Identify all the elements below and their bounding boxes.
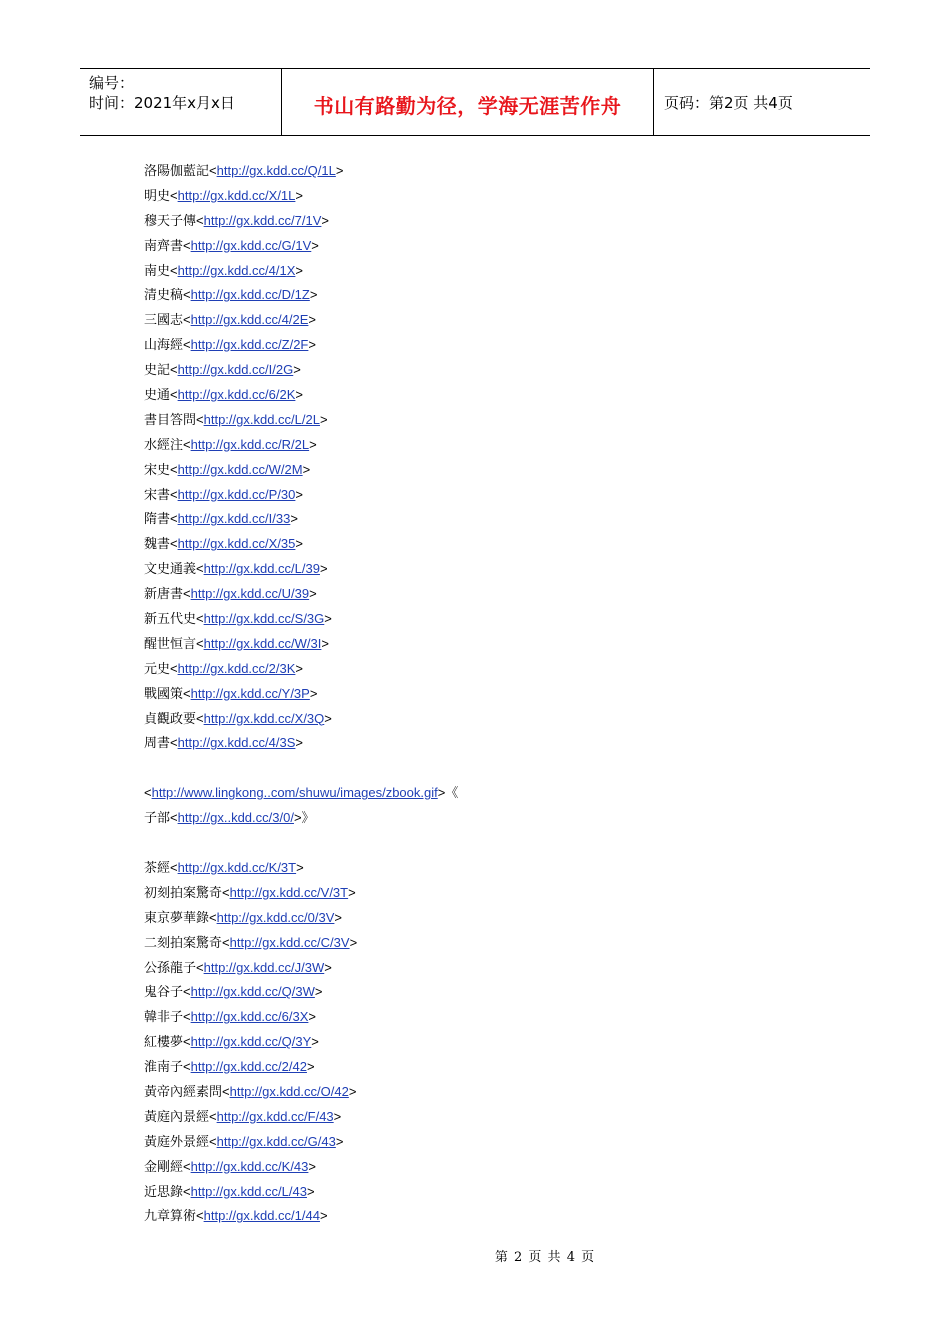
spacer bbox=[144, 831, 844, 856]
close-angle: > bbox=[335, 1133, 344, 1149]
book-link[interactable]: http://gx.kdd.cc/K/43 bbox=[190, 1158, 309, 1174]
book-link[interactable]: http://gx.kdd.cc/L/39 bbox=[203, 561, 320, 577]
book-entry bbox=[144, 408, 844, 433]
book-title: 山海經 bbox=[144, 338, 184, 354]
book-title: 茶經 bbox=[144, 860, 171, 876]
book-title: 文史通義 bbox=[144, 562, 197, 578]
book-link[interactable]: http://gx.kdd.cc/4/2E bbox=[190, 312, 309, 328]
book-link[interactable]: http://gx.kdd.cc/I/33 bbox=[177, 511, 291, 527]
open-angle: < bbox=[209, 1133, 217, 1149]
open-angle: < bbox=[183, 984, 191, 1000]
book-link[interactable]: http://gx.kdd.cc/C/3V bbox=[229, 934, 350, 950]
book-title: 南齊書 bbox=[144, 238, 184, 254]
close-angle: > bbox=[349, 934, 358, 950]
book-link[interactable]: http://gx.kdd.cc/0/3V bbox=[216, 909, 335, 925]
close-angle: > bbox=[308, 1009, 316, 1025]
book-entry bbox=[144, 1180, 844, 1205]
book-link[interactable]: http://gx.kdd.cc/F/43 bbox=[216, 1108, 334, 1124]
book-title: 宋書 bbox=[144, 487, 171, 503]
open-angle: < bbox=[170, 187, 178, 203]
book-entry bbox=[144, 433, 844, 458]
book-title: 東京夢華錄 bbox=[144, 910, 210, 926]
open-angle: < bbox=[170, 536, 178, 552]
close-angle: > bbox=[308, 337, 316, 353]
book-link[interactable]: http://gx.kdd.cc/J/3W bbox=[203, 959, 325, 975]
book-entry bbox=[144, 557, 844, 582]
close-angle: > bbox=[306, 1059, 315, 1075]
open-angle: < bbox=[196, 710, 204, 726]
book-title: 貞觀政要 bbox=[144, 711, 197, 727]
book-entry bbox=[144, 1155, 844, 1180]
book-entry bbox=[144, 283, 844, 308]
book-entry bbox=[144, 856, 844, 881]
close-angle: > bbox=[348, 884, 356, 900]
book-entry bbox=[144, 1130, 844, 1155]
book-link[interactable]: http://gx.kdd.cc/X/3Q bbox=[203, 710, 325, 726]
entry-group-zibu bbox=[144, 856, 844, 1229]
book-link[interactable]: http://gx.kdd.cc/R/2L bbox=[190, 436, 310, 452]
open-angle: < bbox=[196, 212, 204, 228]
book-entry bbox=[144, 657, 844, 682]
book-title: 史通 bbox=[144, 388, 171, 404]
open-angle: < bbox=[170, 511, 178, 527]
motto: 书山有路勤为径，学海无涯苦作舟 bbox=[313, 93, 622, 118]
book-title: 魏書 bbox=[144, 537, 171, 553]
section-link[interactable]: http://gx..kdd.cc/3/0/ bbox=[177, 810, 294, 826]
close-angle: > bbox=[348, 1083, 357, 1099]
close-angle: > bbox=[319, 561, 328, 577]
book-title: 新唐書 bbox=[144, 587, 184, 603]
open-angle: < bbox=[196, 959, 204, 975]
open-angle: < bbox=[209, 1108, 217, 1124]
book-entry bbox=[144, 458, 844, 483]
book-entry bbox=[144, 1055, 844, 1080]
open-angle: < bbox=[196, 561, 204, 577]
close-angle: > bbox=[309, 586, 317, 602]
book-title: 九章算術 bbox=[144, 1209, 197, 1225]
header-page-cell bbox=[654, 69, 870, 135]
close-angle: > bbox=[293, 810, 302, 826]
section-open-mark: 《 bbox=[445, 786, 459, 802]
header-meta-cell bbox=[80, 69, 282, 135]
book-link[interactable]: http://gx.kdd.cc/7/1V bbox=[203, 212, 322, 228]
open-angle: < bbox=[209, 163, 217, 178]
open-angle: < bbox=[170, 486, 178, 502]
book-title: 鬼谷子 bbox=[144, 985, 184, 1001]
open-angle: < bbox=[209, 909, 217, 925]
close-angle: > bbox=[334, 909, 342, 925]
page-footer bbox=[0, 1246, 950, 1265]
close-angle: > bbox=[314, 984, 323, 1000]
book-entry bbox=[144, 682, 844, 707]
book-entry bbox=[144, 956, 844, 981]
entry-list bbox=[144, 159, 844, 1229]
book-entry bbox=[144, 507, 844, 532]
book-title: 黃庭外景經 bbox=[144, 1134, 210, 1150]
close-angle: > bbox=[308, 1158, 316, 1174]
open-angle: < bbox=[183, 287, 191, 303]
open-angle: < bbox=[196, 411, 204, 427]
book-title: 淮南子 bbox=[144, 1060, 184, 1076]
book-title: 初刻拍案驚奇 bbox=[144, 885, 223, 901]
book-entry bbox=[144, 582, 844, 607]
book-entry bbox=[144, 607, 844, 632]
book-entry bbox=[144, 1005, 844, 1030]
close-angle: > bbox=[295, 536, 303, 552]
close-angle: > bbox=[295, 387, 303, 403]
open-angle: < bbox=[183, 436, 191, 452]
book-link[interactable]: http://gx.kdd.cc/L/2L bbox=[203, 411, 320, 427]
book-title: 二刻拍案驚奇 bbox=[144, 935, 223, 951]
book-link[interactable]: http://gx.kdd.cc/W/2M bbox=[177, 461, 303, 477]
book-link[interactable]: http://gx.kdd.cc/4/1X bbox=[177, 262, 296, 278]
book-title: 清史稿 bbox=[144, 288, 184, 304]
date-label: 时间：2021年x月x日 bbox=[89, 94, 235, 112]
section-heading-row bbox=[144, 781, 844, 806]
close-angle: > bbox=[324, 611, 332, 627]
open-angle: < bbox=[183, 586, 191, 602]
book-link[interactable]: http://gx.kdd.cc/1/44 bbox=[203, 1208, 320, 1224]
book-title: 元史 bbox=[144, 661, 171, 677]
book-title: 明史 bbox=[144, 188, 171, 204]
book-title: 史記 bbox=[144, 363, 171, 379]
book-title: 三國志 bbox=[144, 313, 184, 329]
book-entry bbox=[144, 184, 844, 209]
book-title: 近思錄 bbox=[144, 1184, 184, 1200]
open-angle: < bbox=[170, 262, 178, 278]
book-link[interactable]: http://gx.kdd.cc/6/3X bbox=[190, 1009, 309, 1025]
book-entry bbox=[144, 707, 844, 732]
close-angle: > bbox=[319, 411, 328, 427]
book-entry bbox=[144, 931, 844, 956]
book-link[interactable]: http://gx.kdd.cc/X/35 bbox=[177, 536, 296, 552]
book-title: 金剛經 bbox=[144, 1159, 184, 1175]
close-angle: > bbox=[321, 212, 329, 228]
book-link[interactable]: http://gx.kdd.cc/W/3I bbox=[203, 635, 322, 651]
close-angle: > bbox=[308, 312, 316, 328]
page-label: 页码：第2页 共4页 bbox=[664, 93, 793, 112]
book-title: 戰國策 bbox=[144, 686, 184, 702]
close-angle: > bbox=[324, 710, 332, 726]
book-title: 穆天子傳 bbox=[144, 213, 197, 229]
book-link[interactable]: http://gx.kdd.cc/V/3T bbox=[229, 884, 349, 900]
book-title: 洛陽伽藍記 bbox=[144, 164, 210, 179]
close-angle: > bbox=[295, 187, 303, 203]
open-angle: < bbox=[183, 685, 191, 701]
open-angle: < bbox=[170, 859, 178, 875]
book-link[interactable]: http://gx.kdd.cc/O/42 bbox=[229, 1083, 349, 1099]
book-title: 黃帝內經素問 bbox=[144, 1084, 223, 1100]
book-title: 醒世恒言 bbox=[144, 636, 197, 652]
book-title: 隋書 bbox=[144, 512, 171, 528]
section-close-mark: 》 bbox=[301, 811, 315, 827]
book-title: 新五代史 bbox=[144, 612, 197, 628]
close-angle: > bbox=[324, 959, 332, 975]
close-angle: > bbox=[302, 461, 311, 477]
book-title: 韓非子 bbox=[144, 1010, 184, 1026]
book-entry bbox=[144, 1030, 844, 1055]
book-link[interactable]: http://gx.kdd.cc/U/39 bbox=[190, 586, 310, 602]
book-entry bbox=[144, 483, 844, 508]
book-link[interactable]: http://gx.kdd.cc/Z/2F bbox=[190, 337, 309, 353]
book-entry bbox=[144, 632, 844, 657]
close-angle: > bbox=[319, 1208, 328, 1224]
book-link[interactable]: http://gx.kdd.cc/P/30 bbox=[177, 486, 296, 502]
close-angle: > bbox=[309, 287, 318, 303]
open-angle: < bbox=[222, 1083, 230, 1099]
book-link[interactable]: http://gx.kdd.cc/I/2G bbox=[177, 362, 294, 378]
book-link[interactable]: http://gx.kdd.cc/6/2K bbox=[177, 387, 296, 403]
open-angle: < bbox=[196, 1208, 204, 1224]
open-angle: < bbox=[183, 1034, 191, 1050]
book-link[interactable]: http://gx.kdd.cc/Q/1L bbox=[216, 163, 336, 178]
book-link[interactable]: http://gx.kdd.cc/K/3T bbox=[177, 859, 297, 875]
open-angle: < bbox=[196, 635, 204, 651]
book-entry bbox=[144, 906, 844, 931]
open-angle: < bbox=[196, 611, 204, 627]
section-name: 子部 bbox=[144, 811, 171, 827]
footer-page-number: 第 2 页 共 4 页 bbox=[494, 1250, 596, 1265]
book-link[interactable]: http://gx.kdd.cc/D/1Z bbox=[190, 287, 310, 303]
open-angle: < bbox=[222, 884, 230, 900]
open-angle: < bbox=[183, 312, 191, 328]
book-entry bbox=[144, 209, 844, 234]
book-entry bbox=[144, 1204, 844, 1229]
book-entry bbox=[144, 358, 844, 383]
close-angle: > bbox=[296, 859, 304, 875]
book-link[interactable]: http://gx.kdd.cc/Y/3P bbox=[190, 685, 310, 701]
close-angle: > bbox=[333, 1108, 342, 1124]
book-title: 水經注 bbox=[144, 437, 184, 453]
book-entry bbox=[144, 383, 844, 408]
entry-group-shibu bbox=[144, 159, 844, 756]
close-angle: > bbox=[311, 237, 319, 253]
section-title-row bbox=[144, 806, 844, 831]
open-angle: < bbox=[183, 1059, 191, 1075]
open-angle: < bbox=[170, 735, 178, 751]
open-angle: < bbox=[170, 362, 178, 378]
open-angle: < bbox=[183, 1158, 191, 1174]
book-link[interactable]: http://gx.kdd.cc/G/1V bbox=[190, 237, 312, 253]
book-entry bbox=[144, 333, 844, 358]
book-link[interactable]: http://gx.kdd.cc/4/3S bbox=[177, 735, 296, 751]
open-angle: < bbox=[170, 387, 178, 403]
close-angle: > bbox=[321, 635, 329, 651]
book-entry bbox=[144, 532, 844, 557]
book-entry bbox=[144, 1080, 844, 1105]
close-angle: > bbox=[335, 163, 344, 178]
book-title: 周書 bbox=[144, 736, 171, 752]
book-title: 南史 bbox=[144, 263, 171, 279]
book-link[interactable]: http://gx.kdd.cc/S/3G bbox=[203, 611, 325, 627]
spacer bbox=[144, 756, 844, 781]
section-image-link[interactable]: http://www.lingkong..com/shuwu/images/zbook.gif bbox=[151, 785, 438, 801]
open-angle: < bbox=[170, 810, 178, 826]
close-angle: > bbox=[290, 511, 298, 527]
close-angle: > bbox=[295, 735, 303, 751]
book-title: 黃庭內景經 bbox=[144, 1109, 210, 1125]
close-angle: > bbox=[309, 685, 318, 701]
open-angle: < bbox=[183, 1183, 191, 1199]
book-title: 宋史 bbox=[144, 462, 171, 478]
open-angle: < bbox=[144, 785, 152, 801]
book-entry bbox=[144, 308, 844, 333]
close-angle: > bbox=[293, 362, 301, 378]
close-angle: > bbox=[309, 436, 317, 452]
book-entry bbox=[144, 159, 844, 184]
code-label: 编号： bbox=[89, 74, 135, 92]
open-angle: < bbox=[222, 934, 230, 950]
open-angle: < bbox=[183, 337, 191, 353]
book-link[interactable]: http://gx.kdd.cc/X/1L bbox=[177, 187, 296, 203]
book-link[interactable]: http://gx.kdd.cc/Q/3Y bbox=[190, 1034, 312, 1050]
page-header bbox=[80, 68, 870, 136]
close-angle: > bbox=[295, 262, 303, 278]
open-angle: < bbox=[170, 461, 178, 477]
book-link[interactable]: http://gx.kdd.cc/2/42 bbox=[190, 1059, 307, 1075]
book-link[interactable]: http://gx.kdd.cc/2/3K bbox=[177, 660, 296, 676]
book-link[interactable]: http://gx.kdd.cc/Q/3W bbox=[190, 984, 315, 1000]
book-title: 書目答問 bbox=[144, 412, 197, 428]
header-motto-cell bbox=[282, 69, 654, 135]
book-entry bbox=[144, 980, 844, 1005]
book-title: 公孫龍子 bbox=[144, 960, 197, 976]
open-angle: < bbox=[183, 237, 191, 253]
open-angle: < bbox=[183, 1009, 191, 1025]
close-angle: > bbox=[311, 1034, 319, 1050]
close-angle: > bbox=[437, 785, 446, 801]
book-title: 紅樓夢 bbox=[144, 1035, 184, 1051]
book-link[interactable]: http://gx.kdd.cc/L/43 bbox=[190, 1183, 307, 1199]
book-entry bbox=[144, 881, 844, 906]
book-entry bbox=[144, 731, 844, 756]
book-entry bbox=[144, 234, 844, 259]
book-link[interactable]: http://gx.kdd.cc/G/43 bbox=[216, 1133, 336, 1149]
close-angle: > bbox=[306, 1183, 315, 1199]
close-angle: > bbox=[295, 486, 303, 502]
book-entry bbox=[144, 259, 844, 284]
book-entry bbox=[144, 1105, 844, 1130]
close-angle: > bbox=[295, 660, 303, 676]
open-angle: < bbox=[170, 660, 178, 676]
